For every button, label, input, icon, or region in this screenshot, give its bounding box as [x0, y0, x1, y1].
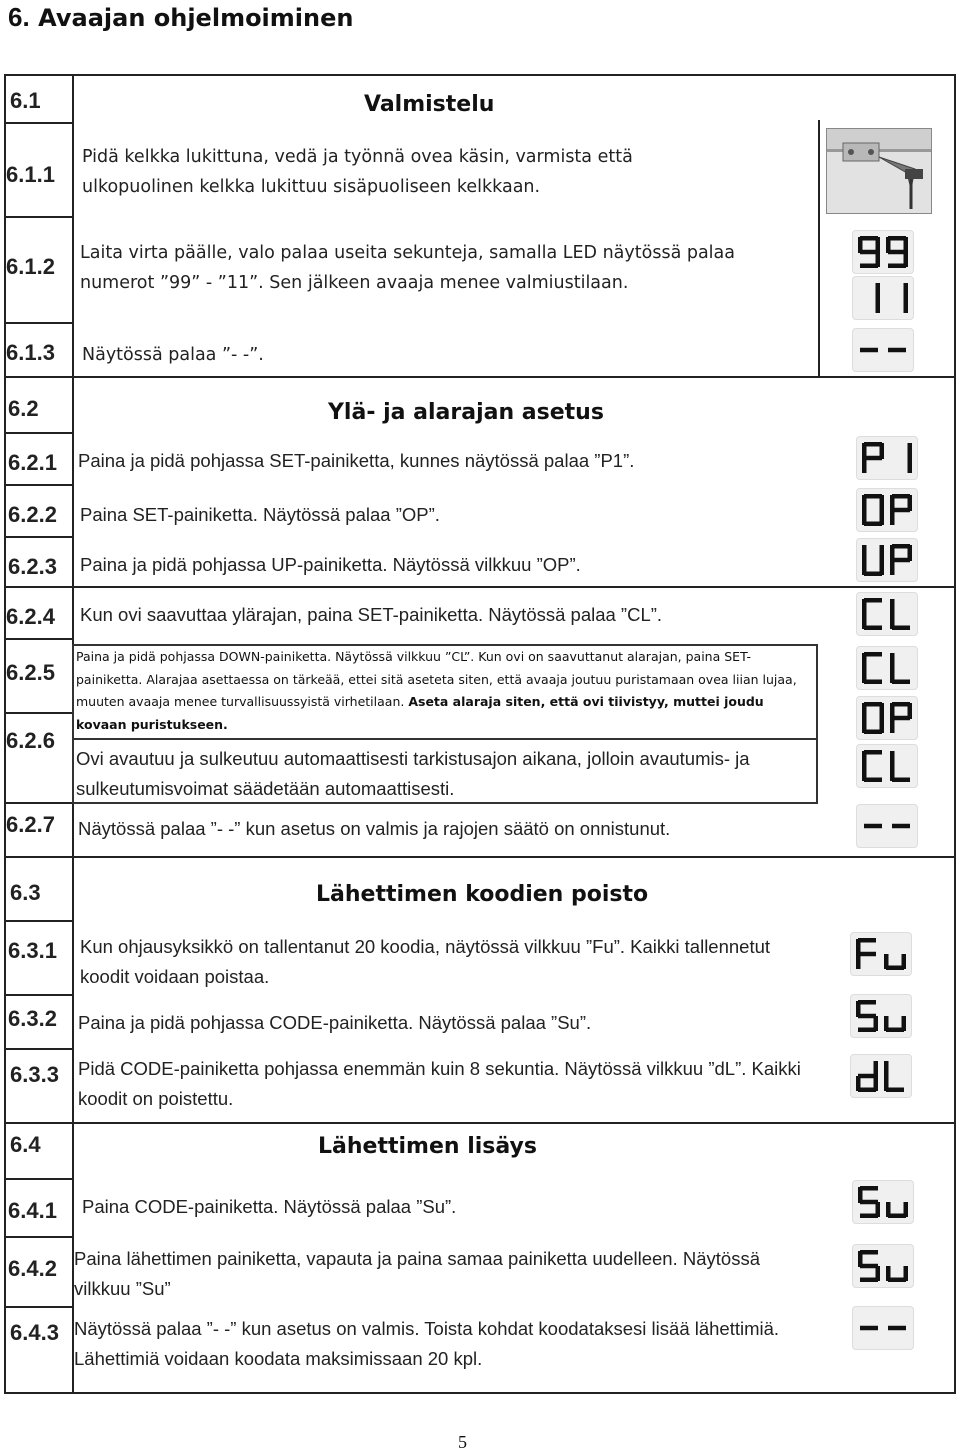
- led-segment: [888, 1278, 906, 1283]
- led-segment: [862, 495, 867, 511]
- section-number: 6.3.3: [10, 1062, 59, 1087]
- step-text: Ovi avautuu ja sulkeutuu automaattisesti tarkistusajon aikana, jolloin avautumis- ja sulkeutumisvoimat säädetään automaattisesti.: [76, 748, 750, 799]
- led-segment: [892, 544, 910, 549]
- led-segment: [884, 1016, 889, 1031]
- step-text-6-2-5: [76, 646, 812, 736]
- page-title-text: Avaajan ohjelmoiminen: [38, 4, 354, 32]
- led-glyph: [860, 699, 914, 737]
- led-glyph: [856, 233, 910, 271]
- row-divider: [4, 802, 74, 804]
- row-divider: [4, 638, 74, 640]
- image-column-divider: [818, 120, 820, 376]
- led-display: [850, 1054, 912, 1098]
- section-heading: Lähettimen koodien poisto: [316, 882, 649, 907]
- row-divider: [4, 712, 74, 714]
- led-segment: [892, 778, 910, 783]
- led-glyph: [860, 491, 914, 529]
- led-segment: [858, 952, 876, 957]
- led-segment: [888, 264, 906, 269]
- led-display: [852, 1244, 914, 1288]
- led-segment: [884, 954, 889, 969]
- section-number: 6.4.1: [8, 1198, 57, 1223]
- led-segment: [892, 702, 910, 707]
- led-segment: [862, 718, 867, 733]
- led-segment: [860, 1250, 878, 1255]
- row-divider: [4, 376, 956, 378]
- led-segment: [886, 966, 904, 971]
- section-number: 6.2.5: [6, 660, 55, 685]
- led-segment: [860, 236, 878, 241]
- led-segment: [858, 1028, 876, 1033]
- led-segment: [890, 668, 895, 683]
- led-display: [856, 488, 918, 532]
- section-number: 6.3.1: [8, 938, 57, 963]
- led-segment: [908, 443, 913, 459]
- section-number: 6.2.4: [6, 604, 55, 629]
- led-glyph: [856, 1247, 910, 1285]
- led-segment: [886, 1088, 904, 1093]
- led-segment: [892, 824, 910, 829]
- step-text: Paina ja pidä pohjassa CODE-painiketta. Näytössä palaa ”Su”.: [78, 1012, 592, 1033]
- led-segment: [864, 456, 882, 461]
- led-glyph: [860, 439, 914, 477]
- led-glyph: [856, 1309, 910, 1347]
- section-number: 6.2.6: [6, 728, 55, 753]
- led-segment: [858, 938, 876, 943]
- section-number: 6.4.2: [8, 1256, 57, 1281]
- led-display: [856, 646, 918, 690]
- led-segment: [858, 1088, 876, 1093]
- led-segment: [864, 778, 882, 783]
- led-display: [856, 436, 918, 480]
- led-segment: [864, 750, 882, 755]
- section-number: 6.3.2: [8, 1006, 57, 1031]
- led-glyph: [860, 747, 914, 785]
- door-latch-image: [826, 128, 932, 214]
- step-text: Pidä kelkka lukittuna, vedä ja työnnä ovea käsin, varmista että ulkopuolinen kelkka lukittuu sisäpuoliseen kelkkaan.: [82, 147, 633, 197]
- page-number: 5: [458, 1432, 467, 1452]
- step-text: Paina ja pidä pohjassa DOWN-painiketta. Näytössä vilkkuu ”CL”. Kun ovi on saavuttanut alarajan, paina SET-painiketta. Alarajaa asettaessa on tärkeää, ettei sitä aseteta siten, että avaaja joutuu puristamaan ovea liian lujaa, muuten avaaja menee turvallisuussyistä virhetilaan.: [76, 649, 797, 709]
- row-divider: [4, 216, 74, 218]
- led-segment: [860, 264, 878, 269]
- led-display: [850, 932, 912, 976]
- page-title-number: 6.: [8, 2, 30, 32]
- step-text: Paina ja pidä pohjassa UP-painiketta. Näytössä vilkkuu ”OP”.: [80, 554, 581, 575]
- led-segment: [864, 522, 882, 527]
- led-segment: [904, 298, 909, 313]
- led-display: [856, 538, 918, 582]
- led-display: [850, 994, 912, 1038]
- led-segment: [888, 1326, 906, 1331]
- led-display: [856, 592, 918, 636]
- led-segment: [864, 652, 882, 657]
- step-text: Pidä CODE-painiketta pohjassa enemmän kuin 8 sekuntia. Näytössä vilkkuu ”dL”. Kaikki koodit on poistettu.: [78, 1058, 801, 1109]
- led-glyph: [860, 595, 914, 633]
- led-glyph: [856, 279, 910, 317]
- section-heading: Ylä- ja alarajan asetus: [328, 400, 604, 425]
- row-divider: [4, 122, 74, 124]
- step-text: Laita virta päälle, valo palaa useita sekunteja, samalla LED näytössä palaa numerot ”99” - ”11”. Sen jälkeen avaaja menee valmiustilaan.: [80, 243, 735, 293]
- section-number: 6.1: [10, 88, 41, 113]
- led-display: [852, 1306, 914, 1350]
- led-display: [852, 1180, 914, 1224]
- led-segment: [888, 1214, 906, 1219]
- led-segment: [876, 283, 881, 299]
- led-segment: [892, 494, 910, 499]
- row-divider: [4, 1048, 74, 1050]
- step-text: Paina CODE-painiketta. Näytössä palaa ”Su”.: [82, 1196, 457, 1217]
- row-divider: [4, 994, 74, 996]
- led-segment: [886, 1202, 891, 1217]
- row-divider: [4, 484, 74, 486]
- step-text: Näytössä palaa ”- -” kun asetus on valmis ja rajojen säätö on onnistunut.: [78, 818, 671, 839]
- row-divider: [4, 322, 74, 324]
- led-segment: [862, 668, 867, 683]
- led-segment: [862, 614, 867, 629]
- row-divider: [4, 1122, 956, 1124]
- led-segment: [886, 1266, 891, 1281]
- step-text: Paina lähettimen painiketta, vapauta ja paina samaa painiketta uudelleen. Näytössä vilkkuu ”Su”: [74, 1248, 760, 1299]
- led-segment: [862, 766, 867, 781]
- led-segment: [864, 442, 882, 447]
- led-segment: [864, 598, 882, 603]
- section-heading: Valmistelu: [364, 92, 495, 117]
- led-segment: [892, 558, 910, 563]
- step-text: Kun ohjausyksikkö on tallentanut 20 koodia, näytössä vilkkuu ”Fu”. Kaikki tallennetut koodit voidaan poistaa.: [80, 936, 771, 987]
- led-segment: [888, 250, 906, 255]
- led-segment: [858, 1000, 876, 1005]
- led-segment: [892, 680, 910, 685]
- led-segment: [860, 250, 878, 255]
- led-segment: [858, 1074, 876, 1079]
- row-divider: [4, 856, 956, 858]
- row-divider: [4, 1306, 74, 1308]
- led-segment: [880, 495, 885, 511]
- led-segment: [860, 1264, 878, 1269]
- led-segment: [858, 1014, 876, 1019]
- led-segment: [864, 680, 882, 685]
- led-glyph: [860, 649, 914, 687]
- led-segment: [864, 730, 882, 735]
- led-segment: [892, 508, 910, 513]
- section-number: 6.2.2: [8, 502, 57, 527]
- section-number: 6.2.1: [8, 450, 57, 475]
- led-segment: [886, 1028, 904, 1033]
- step-text: Kun ovi saavuttaa ylärajan, paina SET-painiketta. Näytössä palaa ”CL”.: [80, 604, 663, 625]
- section-number: 6.3: [10, 880, 41, 905]
- led-segment: [884, 1076, 889, 1091]
- section-number: 6.2.3: [8, 554, 57, 579]
- led-segment: [908, 458, 913, 473]
- section-number: 6.1.3: [6, 340, 55, 365]
- section-heading: Lähettimen lisäys: [318, 1134, 537, 1159]
- row-divider: [4, 586, 956, 588]
- led-segment: [860, 1278, 878, 1283]
- led-display: [856, 804, 918, 848]
- section-number: 6.4: [10, 1132, 41, 1157]
- step-text: Paina ja pidä pohjassa SET-painiketta, kunnes näytössä palaa ”P1”.: [78, 450, 635, 471]
- step-text: Paina SET-painiketta. Näytössä palaa ”OP”.: [80, 504, 440, 525]
- led-segment: [860, 1200, 878, 1205]
- led-display: [856, 696, 918, 740]
- led-display: [852, 276, 914, 320]
- page-title: [8, 2, 353, 33]
- led-segment: [890, 766, 895, 781]
- led-glyph: [856, 1183, 910, 1221]
- led-segment: [880, 703, 885, 719]
- led-glyph: [854, 1057, 908, 1095]
- step-text: Näytössä palaa ”- -”.: [82, 345, 264, 365]
- led-segment: [892, 626, 910, 631]
- led-display: [856, 744, 918, 788]
- section-number: 6.4.3: [10, 1320, 59, 1345]
- led-segment: [864, 572, 882, 577]
- led-segment: [862, 751, 867, 767]
- led-glyph: [860, 807, 914, 845]
- led-segment: [884, 1061, 889, 1077]
- section-number: 6.1.1: [6, 162, 55, 187]
- led-segment: [862, 703, 867, 719]
- led-segment: [862, 560, 867, 575]
- led-segment: [862, 653, 867, 669]
- led-segment: [888, 236, 906, 241]
- led-segment: [890, 614, 895, 629]
- led-segment: [890, 599, 895, 615]
- led-glyph: [854, 935, 908, 973]
- led-segment: [864, 824, 882, 829]
- led-segment: [860, 348, 878, 353]
- led-segment: [864, 702, 882, 707]
- led-segment: [888, 348, 906, 353]
- row-divider: [4, 920, 74, 922]
- step-text: Näytössä palaa ”- -” kun asetus on valmis. Toista kohdat koodataksesi lisää lähettimiä. Lähettimiä voidaan koodata maksimissaan 20 kpl.: [74, 1318, 780, 1369]
- step-text-bold: Aseta alaraja siten, että ovi tiivistyy, muttei joudu kovaan puristukseen.: [76, 694, 764, 732]
- led-segment: [890, 751, 895, 767]
- led-segment: [864, 494, 882, 499]
- led-segment: [876, 298, 881, 313]
- led-segment: [890, 653, 895, 669]
- led-segment: [864, 626, 882, 631]
- row-divider: [4, 536, 74, 538]
- led-segment: [880, 545, 885, 561]
- led-segment: [860, 1214, 878, 1219]
- section-number: 6.1.2: [6, 254, 55, 279]
- led-segment: [892, 716, 910, 721]
- led-glyph: [860, 541, 914, 579]
- led-segment: [860, 1326, 878, 1331]
- led-segment: [862, 510, 867, 525]
- led-segment: [860, 1186, 878, 1191]
- led-segment: [862, 545, 867, 561]
- section-number: 6.2: [8, 396, 39, 421]
- led-glyph: [856, 331, 910, 369]
- led-display: [852, 230, 914, 274]
- row-divider: [4, 1236, 74, 1238]
- section-number: 6.2.7: [6, 812, 55, 837]
- row-divider: [4, 432, 74, 434]
- led-display: [852, 328, 914, 372]
- led-segment: [862, 599, 867, 615]
- row-divider: [4, 1178, 74, 1180]
- led-glyph: [854, 997, 908, 1035]
- led-segment: [904, 283, 909, 299]
